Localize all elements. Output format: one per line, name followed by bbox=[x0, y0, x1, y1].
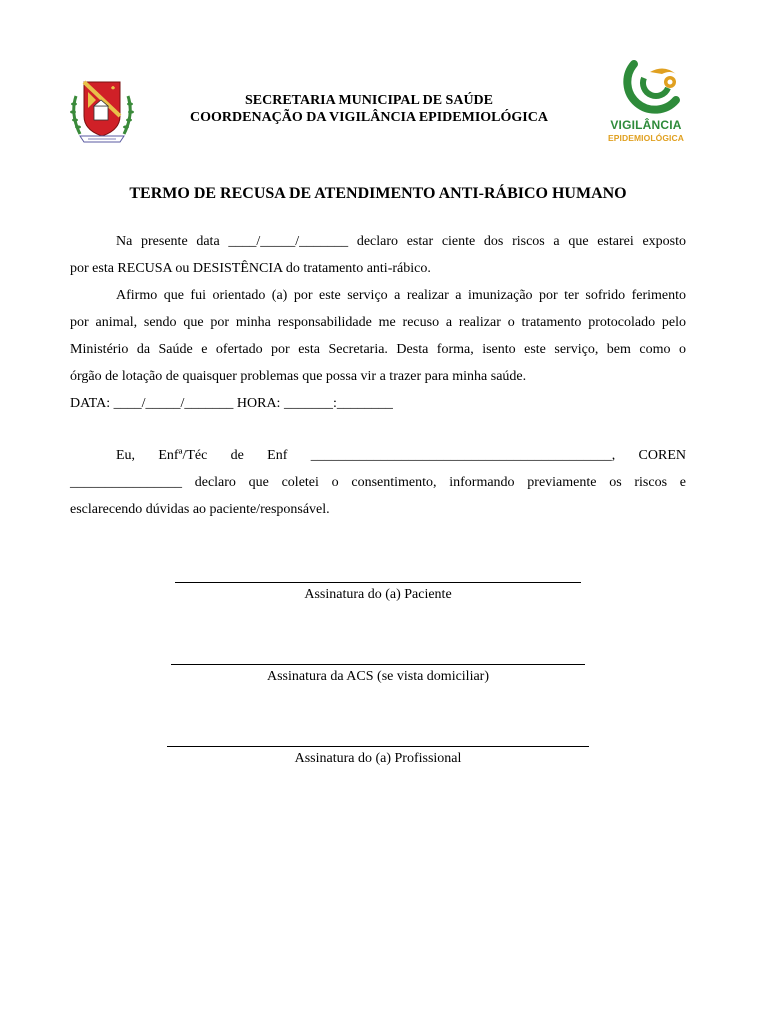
text-line: órgão de lotação de quaisquer problemas que possa vir a trazer para minha saúde. bbox=[70, 369, 527, 384]
signature-line bbox=[167, 746, 589, 747]
text-line: esclarecendo dúvidas ao paciente/responsável. bbox=[70, 502, 330, 517]
text-line: Na presente data ____/_____/_______ declaro estar ciente dos riscos a que estarei exposto bbox=[116, 234, 686, 249]
signature-label: Assinatura do (a) Paciente bbox=[304, 587, 452, 602]
signature-line bbox=[175, 582, 581, 583]
header-line-2: COORDENAÇÃO DA VIGILÂNCIA EPIDEMIOLÓGICA bbox=[190, 110, 548, 125]
text-line: por animal, sendo que por minha responsabilidade me recuso a realizar o tratamento protocolado pelo bbox=[70, 315, 686, 330]
signature-acs bbox=[171, 664, 585, 685]
document-title: TERMO DE RECUSA DE ATENDIMENTO ANTI-RÁBICO HUMANO bbox=[129, 185, 627, 202]
text-line: Eu, Enfª/Téc de Enf ___________________________________________, COREN bbox=[116, 448, 686, 463]
date-time-text: DATA: ____/_____/_______ HORA: _______:________ bbox=[70, 396, 393, 411]
paragraph-refusal-statement bbox=[70, 282, 686, 390]
municipal-crest-icon bbox=[66, 76, 138, 148]
document-header bbox=[160, 92, 578, 126]
text-line: Afirmo que fui orientado (a) por este serviço a realizar a imunização por ter sofrido ferimento bbox=[116, 288, 686, 303]
text-line: Ministério da Saúde e ofertado por esta Secretaria. Desta forma, isento este serviço, bem como o bbox=[70, 342, 686, 357]
paragraph-professional-declaration bbox=[70, 442, 686, 523]
signature-line bbox=[171, 664, 585, 665]
signature-professional bbox=[167, 746, 589, 767]
signature-label: Assinatura do (a) Profissional bbox=[294, 751, 462, 766]
vigilancia-logo-icon bbox=[604, 58, 690, 148]
epidemiologica-logo-text: EPIDEMIOLÓGICA bbox=[607, 133, 684, 143]
text-line: ________________ declaro que coletei o consentimento, informando previamente os riscos e bbox=[70, 475, 686, 490]
signature-label: Assinatura da ACS (se vista domiciliar) bbox=[266, 669, 490, 684]
text-line: por esta RECUSA ou DESISTÊNCIA do tratamento anti-rábico. bbox=[70, 261, 431, 276]
paragraph-date-declaration bbox=[70, 228, 686, 282]
vigilancia-logo-text: VIGILÂNCIA bbox=[610, 118, 682, 132]
signature-patient bbox=[175, 582, 581, 603]
date-time-line bbox=[70, 390, 686, 417]
header-line-1: SECRETARIA MUNICIPAL DE SAÚDE bbox=[244, 93, 494, 108]
